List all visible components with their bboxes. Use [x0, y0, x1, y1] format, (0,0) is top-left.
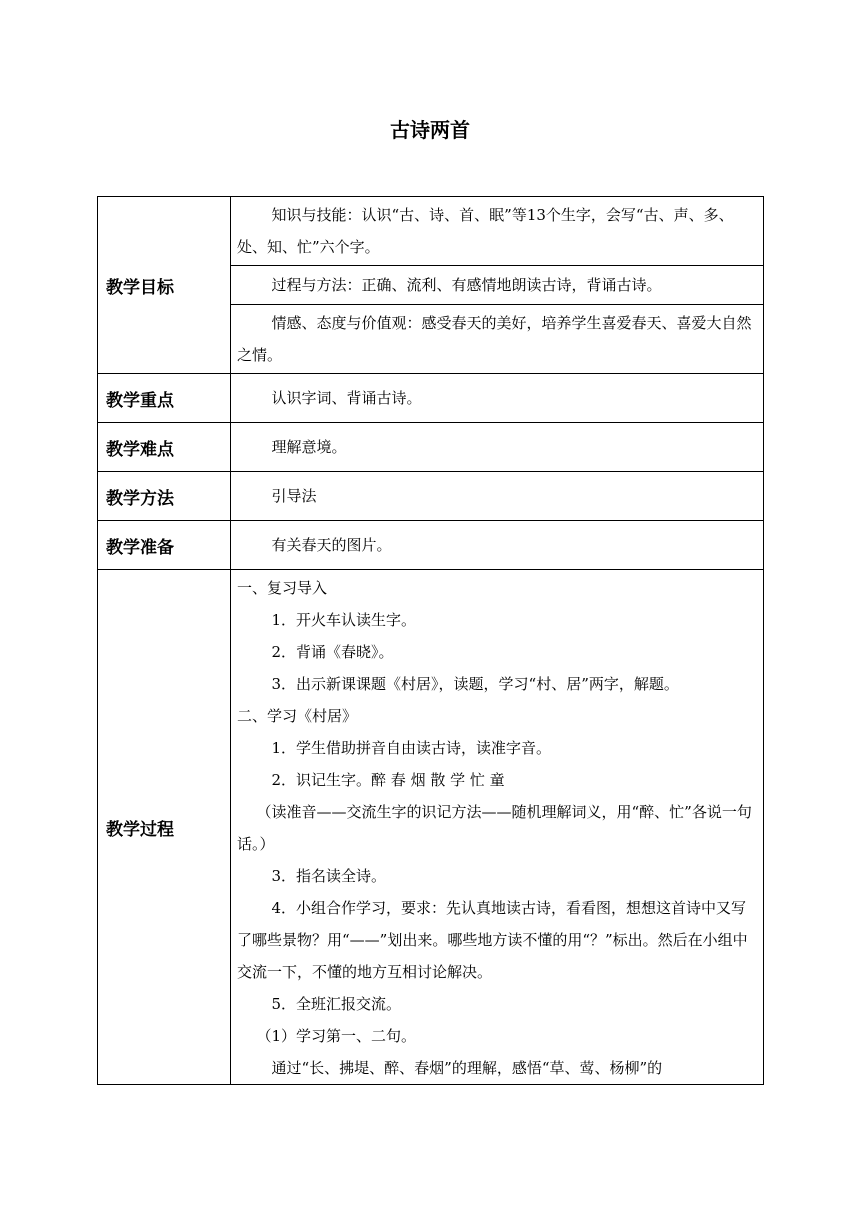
- table-row-difficulties: [98, 423, 764, 472]
- objective-knowledge: [231, 197, 764, 266]
- process-line: 5．全班汇报交流。: [271, 995, 402, 1013]
- process-line: 1．开火车认读生字。: [271, 611, 417, 629]
- key-points-text: 认识字词、背诵古诗。: [271, 389, 422, 407]
- process-line: 通过“长、拂堤、醉、春烟”的理解，感悟“草、莺、杨柳”的: [271, 1059, 663, 1077]
- process-line: 2．识记生字。醉 春 烟 散 学 忙 童: [271, 771, 505, 789]
- row-label-difficulties: 教学难点: [98, 423, 231, 472]
- objective-emotion: [231, 305, 764, 374]
- row-label-key-points: 教学重点: [98, 374, 231, 423]
- row-label-process: 教学过程: [98, 570, 231, 1085]
- process-cell: [231, 570, 764, 1085]
- process-line: 4．小组合作学习，要求：先认真地读古诗，看看图，想想这首诗中又写了哪些景物？用“——”划出来。哪些地方读不懂的用“？”标出。然后在小组中交流一下，不懂的地方互相讨论解决。: [237, 899, 748, 981]
- difficulties-text: 理解意境。: [271, 438, 347, 456]
- row-label-objectives: 教学目标: [98, 197, 231, 374]
- key-points-cell: [231, 374, 764, 423]
- row-label-method: 教学方法: [98, 472, 231, 521]
- process-line: 1．学生借助拼音自由读古诗，读准字音。: [271, 739, 552, 757]
- difficulties-cell: [231, 423, 764, 472]
- document-title: 古诗两首: [390, 118, 470, 142]
- process-line: 一、复习导入: [237, 579, 328, 597]
- row-label-preparation: 教学准备: [98, 521, 231, 570]
- lesson-plan-table: [97, 196, 764, 1085]
- process-line: 3．指名读全诗。: [271, 867, 387, 885]
- process-line: 3．出示新课课题《村居》，读题，学习“村、居”两字，解题。: [271, 675, 679, 693]
- method-cell: [231, 472, 764, 521]
- table-row-key-points: [98, 374, 764, 423]
- objective-process: [231, 266, 764, 305]
- method-text: 引导法: [271, 487, 317, 505]
- objective-text: 知识与技能：认识“古、诗、首、眠”等13个生字，会写“古、声、多、处、知、忙”六个字。: [237, 206, 734, 256]
- process-line: 2．背诵《春晓》。: [271, 643, 394, 661]
- preparation-text: 有关春天的图片。: [271, 536, 392, 554]
- table-row-process: [98, 570, 764, 1085]
- table-row-preparation: [98, 521, 764, 570]
- process-line: 二、学习《村居》: [237, 707, 358, 725]
- process-line: （1）学习第一、二句。: [256, 1027, 417, 1045]
- table-row-method: [98, 472, 764, 521]
- preparation-cell: [231, 521, 764, 570]
- table-row-objectives: [98, 197, 764, 266]
- objective-text: 过程与方法：正确、流利、有感情地朗读古诗，背诵古诗。: [271, 276, 662, 294]
- process-line: （读准音——交流生字的识记方法——随机理解词义，用“醉、忙”各说一句话。）: [237, 803, 752, 853]
- objective-text: 情感、态度与价值观：感受春天的美好，培养学生喜爱春天、喜爱大自然之情。: [237, 314, 752, 364]
